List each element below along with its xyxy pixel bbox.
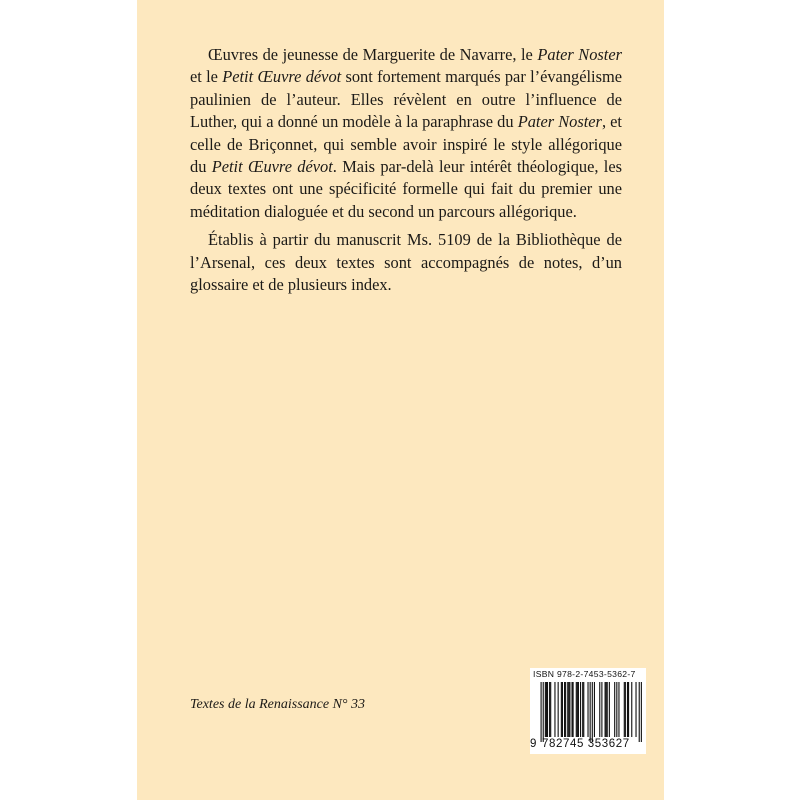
barcode-bar — [635, 682, 636, 737]
blurb-text: . Mais par-delà leur intérêt théologique, les deux textes ont une spécificité formelle qui fait du premier une méditation dialoguée et du second un parcours allégorique. — [190, 157, 622, 221]
barcode-bar — [562, 682, 563, 737]
back-cover — [137, 0, 664, 800]
isbn-label: ISBN 978-2-7453-5362-7 — [533, 669, 636, 679]
barcode-bar — [571, 682, 572, 737]
blurb-text: sont fortement marqués par l’évangélisme paulinien de l’auteur. Elles révèlent en outre l’influence de Luther, qui a donné un modèle à la paraphrase du — [190, 67, 623, 132]
barcode-bar — [576, 682, 577, 737]
barcode-bar — [594, 682, 595, 737]
barcode-bar — [587, 682, 588, 737]
blurb-text: et le — [190, 67, 223, 87]
barcode-bar — [583, 682, 584, 737]
barcode-bar — [578, 682, 579, 737]
barcode-bar — [614, 682, 615, 737]
barcode-bar — [641, 682, 642, 742]
barcode-bar — [601, 682, 602, 737]
barcode-bar — [545, 682, 546, 737]
barcode-digit-groups: 782745 353627 — [542, 738, 630, 750]
barcode-bar — [582, 682, 583, 737]
barcode-bar — [580, 682, 581, 737]
blurb-text: , et celle de Briçonnet, qui semble avoir inspiré le style allégorique du — [190, 112, 622, 177]
barcode — [532, 682, 644, 742]
blurb-text: Œuvres de jeunesse de Marguerite de Navarre, le — [208, 45, 538, 64]
barcode-bar — [564, 682, 565, 737]
barcode-bar — [573, 682, 574, 737]
barcode-bar — [639, 682, 640, 742]
barcode-bar — [558, 682, 559, 737]
barcode-bar — [550, 682, 551, 737]
barcode-bar — [609, 682, 610, 737]
barcode-bar — [554, 682, 555, 737]
barcode-bar — [627, 682, 628, 737]
italic-title: Petit Œuvre dévot — [211, 157, 333, 177]
barcode-bar — [625, 682, 626, 737]
barcode-bar — [624, 682, 625, 737]
barcode-bar — [618, 682, 619, 737]
barcode-bar — [547, 682, 548, 737]
barcode-bar — [605, 682, 606, 737]
italic-title: Pater Noster — [537, 45, 623, 64]
barcode-bar — [546, 682, 547, 737]
barcode-bar — [567, 682, 568, 737]
barcode-first-digit: 9 — [530, 738, 537, 750]
barcode-bar — [628, 682, 629, 737]
barcode-bar — [543, 682, 544, 742]
barcode-bar — [616, 682, 617, 737]
barcode-bar — [568, 682, 569, 737]
barcode-bar — [631, 682, 632, 737]
barcode-bar — [569, 682, 570, 737]
barcode-bar — [549, 682, 550, 737]
italic-title: Pater Noster — [517, 112, 602, 132]
blurb-paragraph-2: Établis à partir du manuscrit Ms. 5109 de la Bibliothèque de l’Arsenal, ces deux textes sont accompagnés de notes, d’un glossaire et de plusieurs index. — [190, 230, 622, 295]
italic-title: Petit Œuvre dévot — [222, 67, 342, 87]
series-title: Textes de la Renaissance N° 33 — [190, 697, 365, 712]
blurb-paragraph-1 — [190, 44, 622, 223]
barcode-bar — [607, 682, 608, 737]
barcode-bar — [541, 682, 542, 742]
barcode-bar — [599, 682, 600, 737]
blurb — [190, 44, 622, 296]
barcode-bar — [592, 682, 593, 742]
barcode-bar — [590, 682, 591, 742]
isbn-barcode-block — [530, 668, 646, 754]
barcode-bar — [565, 682, 566, 737]
barcode-bar — [606, 682, 607, 737]
barcode-bar — [577, 682, 578, 737]
barcode-bar — [561, 682, 562, 737]
